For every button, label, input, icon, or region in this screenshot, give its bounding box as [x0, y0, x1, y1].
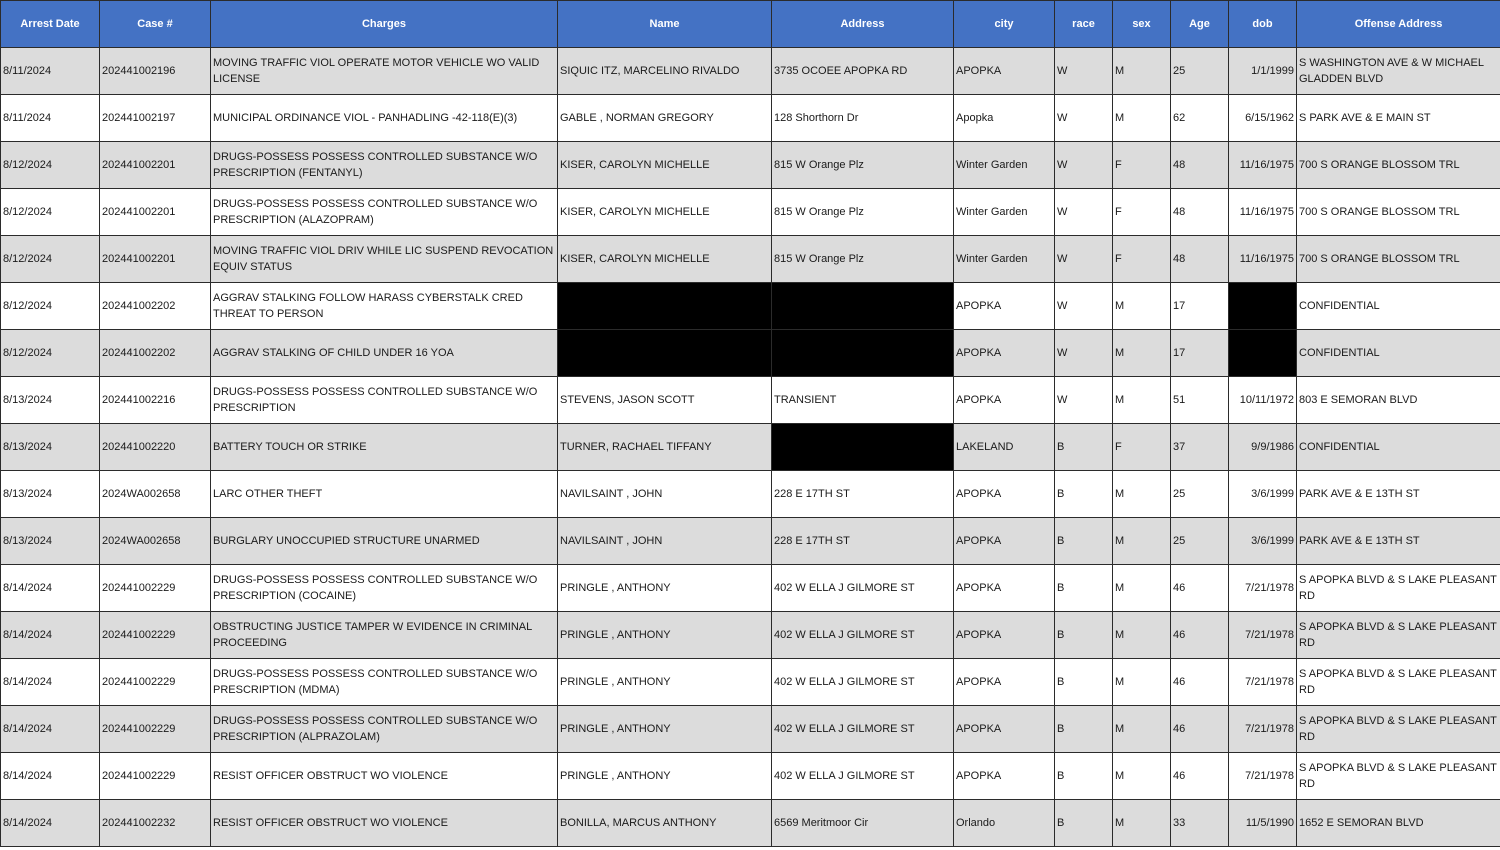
cell-charges: RESIST OFFICER OBSTRUCT WO VIOLENCE: [211, 753, 558, 800]
cell-charges: DRUGS-POSSESS POSSESS CONTROLLED SUBSTANCE W/O PRESCRIPTION (FENTANYL): [211, 142, 558, 189]
cell-sex: M: [1113, 800, 1171, 847]
cell-arrest-date: 8/12/2024: [1, 189, 100, 236]
cell-race: B: [1055, 659, 1113, 706]
cell-arrest-date: 8/11/2024: [1, 95, 100, 142]
cell-dob: 11/5/1990: [1229, 800, 1297, 847]
cell-name: TURNER, RACHAEL TIFFANY: [558, 424, 772, 471]
cell-city: Winter Garden: [954, 189, 1055, 236]
cell-arrest-date: 8/12/2024: [1, 236, 100, 283]
cell-name: STEVENS, JASON SCOTT: [558, 377, 772, 424]
cell-city: APOPKA: [954, 565, 1055, 612]
header-offense-address: Offense Address: [1297, 1, 1500, 48]
cell-name: NAVILSAINT , JOHN: [558, 518, 772, 565]
cell-dob-redacted: [1229, 330, 1297, 377]
cell-age: 48: [1171, 142, 1229, 189]
cell-name: PRINGLE , ANTHONY: [558, 753, 772, 800]
header-city: city: [954, 1, 1055, 48]
cell-charges: MUNICIPAL ORDINANCE VIOL - PANHADLING -42-118(E)(3): [211, 95, 558, 142]
table-row: [1, 424, 1500, 471]
cell-dob: 3/6/1999: [1229, 471, 1297, 518]
cell-case-number: 202441002202: [100, 283, 211, 330]
cell-dob: 3/6/1999: [1229, 518, 1297, 565]
cell-arrest-date: 8/12/2024: [1, 330, 100, 377]
cell-arrest-date: 8/13/2024: [1, 424, 100, 471]
cell-case-number: 2024WA002658: [100, 518, 211, 565]
table-row: [1, 48, 1500, 95]
cell-arrest-date: 8/14/2024: [1, 706, 100, 753]
cell-arrest-date: 8/11/2024: [1, 48, 100, 95]
cell-dob: 7/21/1978: [1229, 565, 1297, 612]
header-name: Name: [558, 1, 772, 48]
cell-case-number: 202441002197: [100, 95, 211, 142]
cell-age: 37: [1171, 424, 1229, 471]
cell-case-number: 202441002216: [100, 377, 211, 424]
cell-city: APOPKA: [954, 330, 1055, 377]
cell-charges: MOVING TRAFFIC VIOL DRIV WHILE LIC SUSPEND REVOCATION EQUIV STATUS: [211, 236, 558, 283]
header-arrest-date: Arrest Date: [1, 1, 100, 48]
cell-dob: 11/16/1975: [1229, 236, 1297, 283]
cell-offense-address: PARK AVE & E 13TH ST: [1297, 518, 1500, 565]
cell-offense-address: S APOPKA BLVD & S LAKE PLEASANT RD: [1297, 753, 1500, 800]
cell-dob: 7/21/1978: [1229, 659, 1297, 706]
table-row: [1, 142, 1500, 189]
cell-age: 51: [1171, 377, 1229, 424]
cell-address: 402 W ELLA J GILMORE ST: [772, 753, 954, 800]
cell-name: SIQUIC ITZ, MARCELINO RIVALDO: [558, 48, 772, 95]
cell-charges: AGGRAV STALKING FOLLOW HARASS CYBERSTALK CRED THREAT TO PERSON: [211, 283, 558, 330]
cell-age: 25: [1171, 471, 1229, 518]
cell-dob-redacted: [1229, 283, 1297, 330]
cell-arrest-date: 8/14/2024: [1, 753, 100, 800]
cell-sex: M: [1113, 283, 1171, 330]
cell-name: PRINGLE , ANTHONY: [558, 565, 772, 612]
header-dob: dob: [1229, 1, 1297, 48]
cell-charges: MOVING TRAFFIC VIOL OPERATE MOTOR VEHICLE WO VALID LICENSE: [211, 48, 558, 95]
cell-sex: M: [1113, 612, 1171, 659]
cell-age: 17: [1171, 330, 1229, 377]
table-row: [1, 565, 1500, 612]
cell-city: Orlando: [954, 800, 1055, 847]
header-row: [1, 1, 1500, 48]
cell-arrest-date: 8/14/2024: [1, 612, 100, 659]
cell-dob: 7/21/1978: [1229, 753, 1297, 800]
cell-age: 33: [1171, 800, 1229, 847]
cell-sex: M: [1113, 706, 1171, 753]
cell-address: 3735 OCOEE APOPKA RD: [772, 48, 954, 95]
cell-race: B: [1055, 518, 1113, 565]
cell-age: 46: [1171, 706, 1229, 753]
table-row: [1, 471, 1500, 518]
cell-sex: M: [1113, 659, 1171, 706]
cell-age: 46: [1171, 753, 1229, 800]
table-row: [1, 518, 1500, 565]
cell-arrest-date: 8/14/2024: [1, 800, 100, 847]
cell-name: KISER, CAROLYN MICHELLE: [558, 236, 772, 283]
table-row: [1, 236, 1500, 283]
cell-race: B: [1055, 424, 1113, 471]
cell-offense-address: S WASHINGTON AVE & W MICHAEL GLADDEN BLVD: [1297, 48, 1500, 95]
cell-race: W: [1055, 189, 1113, 236]
cell-age: 62: [1171, 95, 1229, 142]
cell-sex: M: [1113, 95, 1171, 142]
cell-dob: 11/16/1975: [1229, 142, 1297, 189]
header-address: Address: [772, 1, 954, 48]
cell-city: Winter Garden: [954, 142, 1055, 189]
cell-address: 815 W Orange Plz: [772, 189, 954, 236]
cell-charges: OBSTRUCTING JUSTICE TAMPER W EVIDENCE IN CRIMINAL PROCEEDING: [211, 612, 558, 659]
cell-address: 402 W ELLA J GILMORE ST: [772, 565, 954, 612]
cell-dob: 10/11/1972: [1229, 377, 1297, 424]
cell-sex: M: [1113, 518, 1171, 565]
cell-arrest-date: 8/13/2024: [1, 377, 100, 424]
cell-sex: M: [1113, 48, 1171, 95]
cell-case-number: 202441002201: [100, 236, 211, 283]
cell-offense-address: 700 S ORANGE BLOSSOM TRL: [1297, 189, 1500, 236]
cell-offense-address: S APOPKA BLVD & S LAKE PLEASANT RD: [1297, 612, 1500, 659]
cell-city: LAKELAND: [954, 424, 1055, 471]
cell-address-redacted: [772, 424, 954, 471]
cell-case-number: 202441002202: [100, 330, 211, 377]
cell-sex: M: [1113, 565, 1171, 612]
cell-name: KISER, CAROLYN MICHELLE: [558, 189, 772, 236]
cell-address-redacted: [772, 330, 954, 377]
cell-address: 402 W ELLA J GILMORE ST: [772, 612, 954, 659]
cell-city: APOPKA: [954, 283, 1055, 330]
cell-city: APOPKA: [954, 659, 1055, 706]
table-row: [1, 377, 1500, 424]
cell-dob: 6/15/1962: [1229, 95, 1297, 142]
cell-city: APOPKA: [954, 753, 1055, 800]
header-sex: sex: [1113, 1, 1171, 48]
cell-dob: 1/1/1999: [1229, 48, 1297, 95]
cell-offense-address: 1652 E SEMORAN BLVD: [1297, 800, 1500, 847]
cell-age: 25: [1171, 48, 1229, 95]
cell-race: B: [1055, 706, 1113, 753]
cell-name-redacted: [558, 330, 772, 377]
cell-name: PRINGLE , ANTHONY: [558, 706, 772, 753]
cell-race: B: [1055, 565, 1113, 612]
header-race: race: [1055, 1, 1113, 48]
cell-address: 228 E 17TH ST: [772, 471, 954, 518]
cell-case-number: 202441002196: [100, 48, 211, 95]
cell-city: APOPKA: [954, 471, 1055, 518]
cell-race: W: [1055, 330, 1113, 377]
cell-dob: 9/9/1986: [1229, 424, 1297, 471]
cell-city: APOPKA: [954, 706, 1055, 753]
cell-offense-address: 700 S ORANGE BLOSSOM TRL: [1297, 236, 1500, 283]
cell-arrest-date: 8/13/2024: [1, 518, 100, 565]
cell-arrest-date: 8/12/2024: [1, 142, 100, 189]
cell-dob: 7/21/1978: [1229, 612, 1297, 659]
cell-name: PRINGLE , ANTHONY: [558, 659, 772, 706]
table-row: [1, 753, 1500, 800]
cell-case-number: 202441002229: [100, 659, 211, 706]
cell-arrest-date: 8/14/2024: [1, 659, 100, 706]
table-row: [1, 330, 1500, 377]
cell-age: 46: [1171, 612, 1229, 659]
cell-charges: DRUGS-POSSESS POSSESS CONTROLLED SUBSTANCE W/O PRESCRIPTION (ALAZOPRAM): [211, 189, 558, 236]
cell-arrest-date: 8/14/2024: [1, 565, 100, 612]
cell-name: GABLE , NORMAN GREGORY: [558, 95, 772, 142]
cell-sex: M: [1113, 753, 1171, 800]
cell-city: APOPKA: [954, 612, 1055, 659]
cell-name: PRINGLE , ANTHONY: [558, 612, 772, 659]
cell-charges: DRUGS-POSSESS POSSESS CONTROLLED SUBSTANCE W/O PRESCRIPTION (MDMA): [211, 659, 558, 706]
cell-address: 815 W Orange Plz: [772, 236, 954, 283]
cell-case-number: 2024WA002658: [100, 471, 211, 518]
cell-address: 402 W ELLA J GILMORE ST: [772, 659, 954, 706]
cell-offense-address: S APOPKA BLVD & S LAKE PLEASANT RD: [1297, 659, 1500, 706]
cell-address-redacted: [772, 283, 954, 330]
cell-sex: F: [1113, 424, 1171, 471]
table-row: [1, 189, 1500, 236]
cell-city: Apopka: [954, 95, 1055, 142]
cell-offense-address: S PARK AVE & E MAIN ST: [1297, 95, 1500, 142]
table-row: [1, 706, 1500, 753]
cell-charges: DRUGS-POSSESS POSSESS CONTROLLED SUBSTANCE W/O PRESCRIPTION: [211, 377, 558, 424]
cell-case-number: 202441002229: [100, 753, 211, 800]
cell-offense-address: S APOPKA BLVD & S LAKE PLEASANT RD: [1297, 565, 1500, 612]
cell-offense-address: CONFIDENTIAL: [1297, 283, 1500, 330]
header-charges: Charges: [211, 1, 558, 48]
cell-case-number: 202441002232: [100, 800, 211, 847]
header-case-number: Case #: [100, 1, 211, 48]
cell-race: W: [1055, 48, 1113, 95]
cell-sex: F: [1113, 189, 1171, 236]
cell-dob: 7/21/1978: [1229, 706, 1297, 753]
cell-race: W: [1055, 377, 1113, 424]
cell-case-number: 202441002220: [100, 424, 211, 471]
cell-charges: AGGRAV STALKING OF CHILD UNDER 16 YOA: [211, 330, 558, 377]
cell-case-number: 202441002229: [100, 565, 211, 612]
cell-charges: BATTERY TOUCH OR STRIKE: [211, 424, 558, 471]
table-row: [1, 800, 1500, 847]
cell-offense-address: 803 E SEMORAN BLVD: [1297, 377, 1500, 424]
cell-race: W: [1055, 142, 1113, 189]
cell-age: 17: [1171, 283, 1229, 330]
cell-city: APOPKA: [954, 518, 1055, 565]
cell-city: APOPKA: [954, 377, 1055, 424]
cell-charges: LARC OTHER THEFT: [211, 471, 558, 518]
cell-age: 46: [1171, 565, 1229, 612]
table-row: [1, 612, 1500, 659]
cell-case-number: 202441002201: [100, 189, 211, 236]
cell-case-number: 202441002229: [100, 706, 211, 753]
cell-charges: RESIST OFFICER OBSTRUCT WO VIOLENCE: [211, 800, 558, 847]
cell-age: 48: [1171, 236, 1229, 283]
cell-race: B: [1055, 612, 1113, 659]
cell-age: 48: [1171, 189, 1229, 236]
cell-offense-address: CONFIDENTIAL: [1297, 424, 1500, 471]
cell-race: B: [1055, 800, 1113, 847]
cell-name: KISER, CAROLYN MICHELLE: [558, 142, 772, 189]
cell-age: 25: [1171, 518, 1229, 565]
cell-race: W: [1055, 236, 1113, 283]
cell-offense-address: 700 S ORANGE BLOSSOM TRL: [1297, 142, 1500, 189]
cell-case-number: 202441002201: [100, 142, 211, 189]
cell-address: 228 E 17TH ST: [772, 518, 954, 565]
cell-offense-address: CONFIDENTIAL: [1297, 330, 1500, 377]
cell-sex: F: [1113, 142, 1171, 189]
cell-charges: DRUGS-POSSESS POSSESS CONTROLLED SUBSTANCE W/O PRESCRIPTION (ALPRAZOLAM): [211, 706, 558, 753]
cell-sex: M: [1113, 377, 1171, 424]
cell-charges: DRUGS-POSSESS POSSESS CONTROLLED SUBSTANCE W/O PRESCRIPTION (COCAINE): [211, 565, 558, 612]
table-row: [1, 283, 1500, 330]
cell-name-redacted: [558, 283, 772, 330]
cell-address: TRANSIENT: [772, 377, 954, 424]
cell-offense-address: S APOPKA BLVD & S LAKE PLEASANT RD: [1297, 706, 1500, 753]
cell-name: NAVILSAINT , JOHN: [558, 471, 772, 518]
cell-dob: 11/16/1975: [1229, 189, 1297, 236]
cell-name: BONILLA, MARCUS ANTHONY: [558, 800, 772, 847]
table-row: [1, 95, 1500, 142]
cell-charges: BURGLARY UNOCCUPIED STRUCTURE UNARMED: [211, 518, 558, 565]
cell-city: APOPKA: [954, 48, 1055, 95]
cell-address: 6569 Meritmoor Cir: [772, 800, 954, 847]
cell-race: W: [1055, 95, 1113, 142]
cell-arrest-date: 8/12/2024: [1, 283, 100, 330]
cell-sex: M: [1113, 330, 1171, 377]
cell-arrest-date: 8/13/2024: [1, 471, 100, 518]
cell-case-number: 202441002229: [100, 612, 211, 659]
cell-address: 815 W Orange Plz: [772, 142, 954, 189]
cell-offense-address: PARK AVE & E 13TH ST: [1297, 471, 1500, 518]
cell-age: 46: [1171, 659, 1229, 706]
cell-race: B: [1055, 753, 1113, 800]
cell-city: Winter Garden: [954, 236, 1055, 283]
cell-race: W: [1055, 283, 1113, 330]
cell-sex: F: [1113, 236, 1171, 283]
header-age: Age: [1171, 1, 1229, 48]
cell-address: 128 Shorthorn Dr: [772, 95, 954, 142]
table-row: [1, 659, 1500, 706]
cell-sex: M: [1113, 471, 1171, 518]
cell-address: 402 W ELLA J GILMORE ST: [772, 706, 954, 753]
cell-race: B: [1055, 471, 1113, 518]
